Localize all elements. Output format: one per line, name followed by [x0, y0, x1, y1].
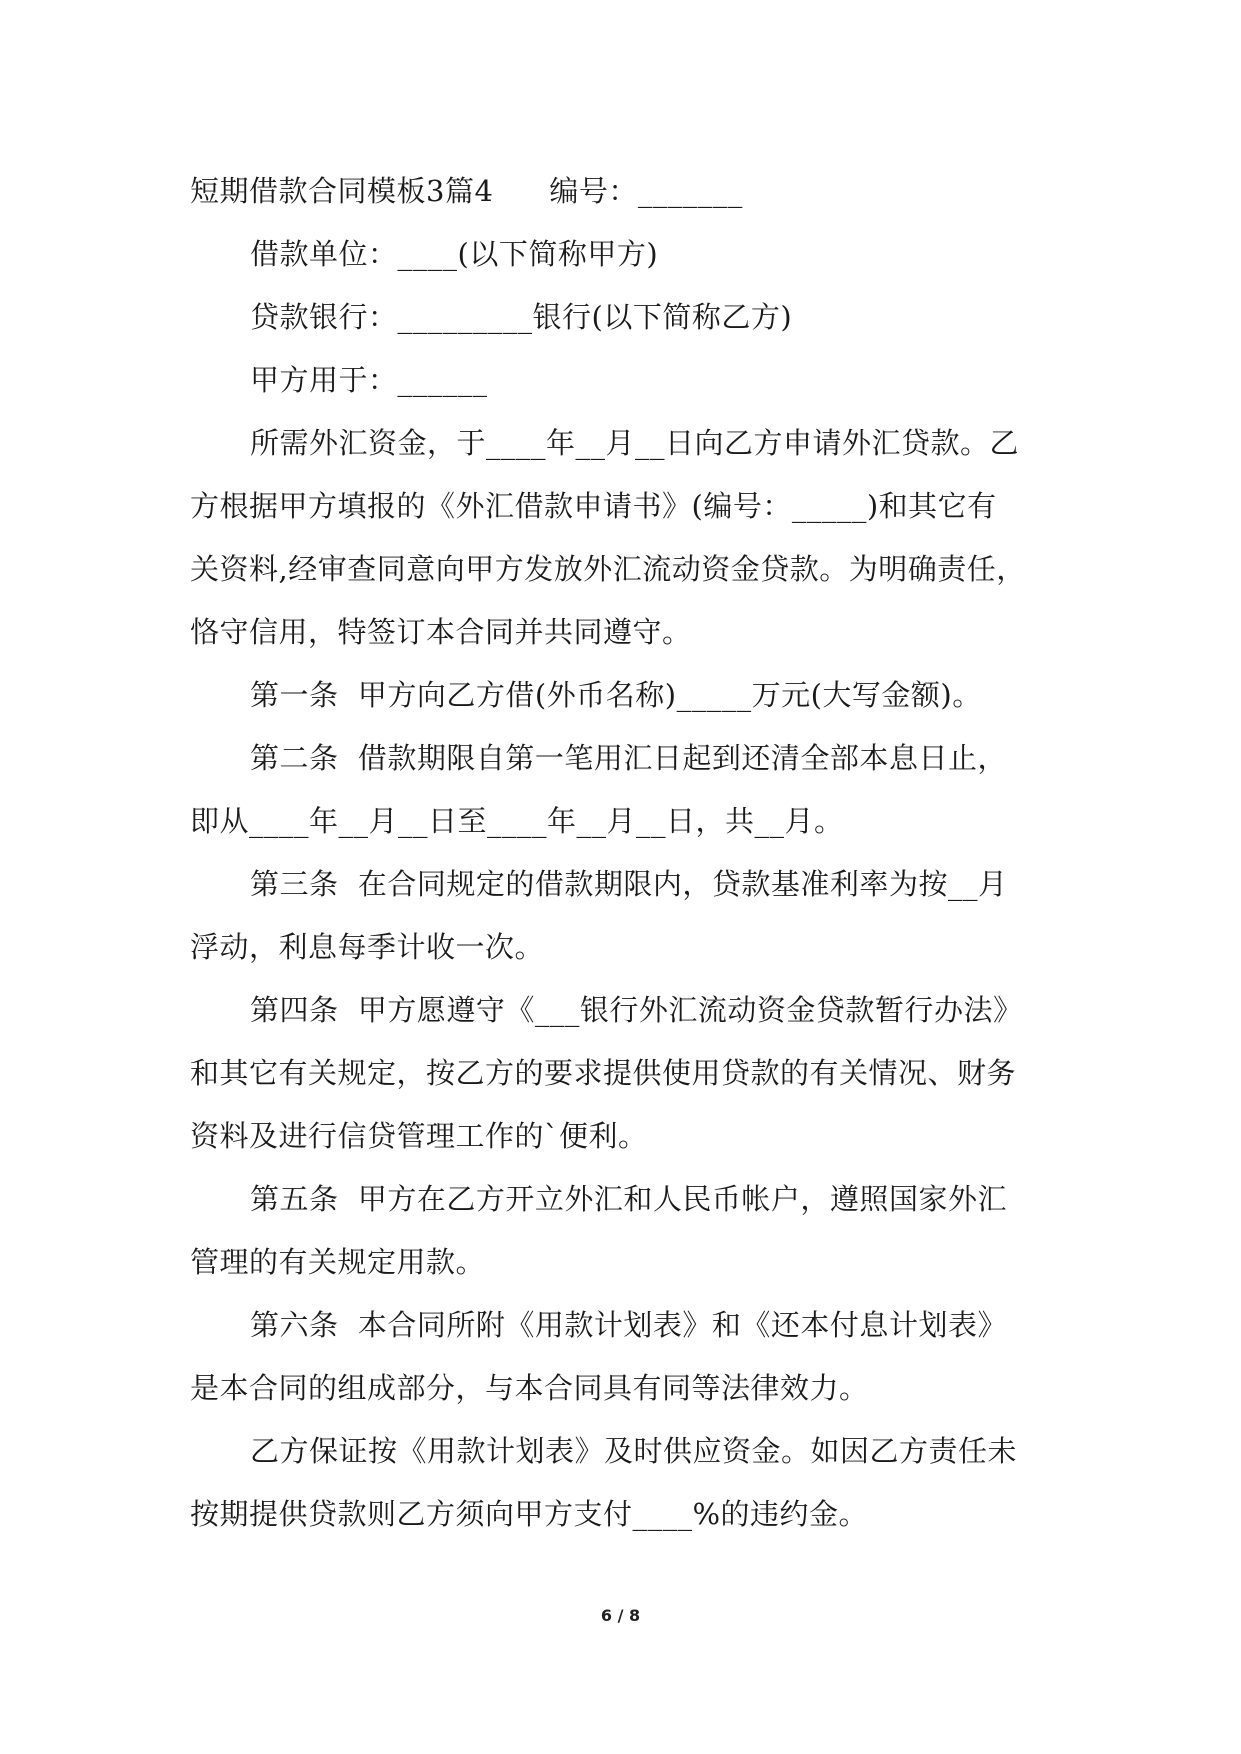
paragraph-line: 和其它有关规定，按乙方的要求提供使用贷款的有关情况、财务	[190, 1056, 1017, 1090]
paragraph-line: 甲方用于：______	[250, 363, 488, 397]
document-body	[190, 160, 1065, 1546]
article-3: 第三条 在合同规定的借款期限内，贷款基准利率为按__月	[250, 867, 1008, 901]
article-2: 第二条 借款期限自第一笔用汇日起到还清全部本息日止，	[250, 741, 1007, 775]
article-6: 第六条 本合同所附《用款计划表》和《还本付息计划表》	[250, 1308, 1007, 1342]
article-5: 第五条 甲方在乙方开立外汇和人民币帐户，遵照国家外汇	[250, 1182, 1007, 1216]
paragraph-line: 恪守信用，特签订本合同并共同遵守。	[190, 615, 692, 649]
paragraph-line: 资料及进行信贷管理工作的`便利。	[190, 1119, 648, 1153]
paragraph-line: 所需外汇资金，于____年__月__日向乙方申请外汇贷款。乙	[250, 426, 1020, 460]
paragraph-line: 管理的有关规定用款。	[190, 1245, 486, 1279]
article-4: 第四条 甲方愿遵守《___银行外汇流动资金贷款暂行办法》	[250, 993, 1023, 1027]
paragraph-line: 借款单位：____(以下简称甲方)	[250, 237, 659, 271]
paragraph-line: 贷款银行：_________银行(以下简称乙方)	[250, 300, 793, 334]
page-number: 6 / 8	[600, 1606, 641, 1625]
paragraph-line: 方根据甲方填报的《外汇借款申请书》(编号：_____)和其它有	[190, 489, 997, 523]
article-1: 第一条 甲方向乙方借(外币名称)_____万元(大写金额)。	[250, 678, 982, 712]
paragraph-line: 是本合同的组成部分，与本合同具有同等法律效力。	[190, 1371, 869, 1405]
paragraph-line: 浮动，利息每季计收一次。	[190, 930, 545, 964]
paragraph-line: 乙方保证按《用款计划表》及时供应资金。如因乙方责任未	[250, 1434, 1018, 1468]
document-title: 短期借款合同模板3篇4	[190, 174, 494, 208]
paragraph-line: 按期提供贷款则乙方须向甲方支付____%的违约金。	[190, 1497, 869, 1531]
contract-number: 编号：_______	[549, 174, 743, 208]
paragraph-line: 即从____年__月__日至____年__月__日，共__月。	[190, 804, 844, 838]
paragraph-line: 关资料,经审查同意向甲方发放外汇流动资金贷款。为明确责任，	[190, 552, 1026, 586]
document-title-line	[190, 160, 1065, 223]
